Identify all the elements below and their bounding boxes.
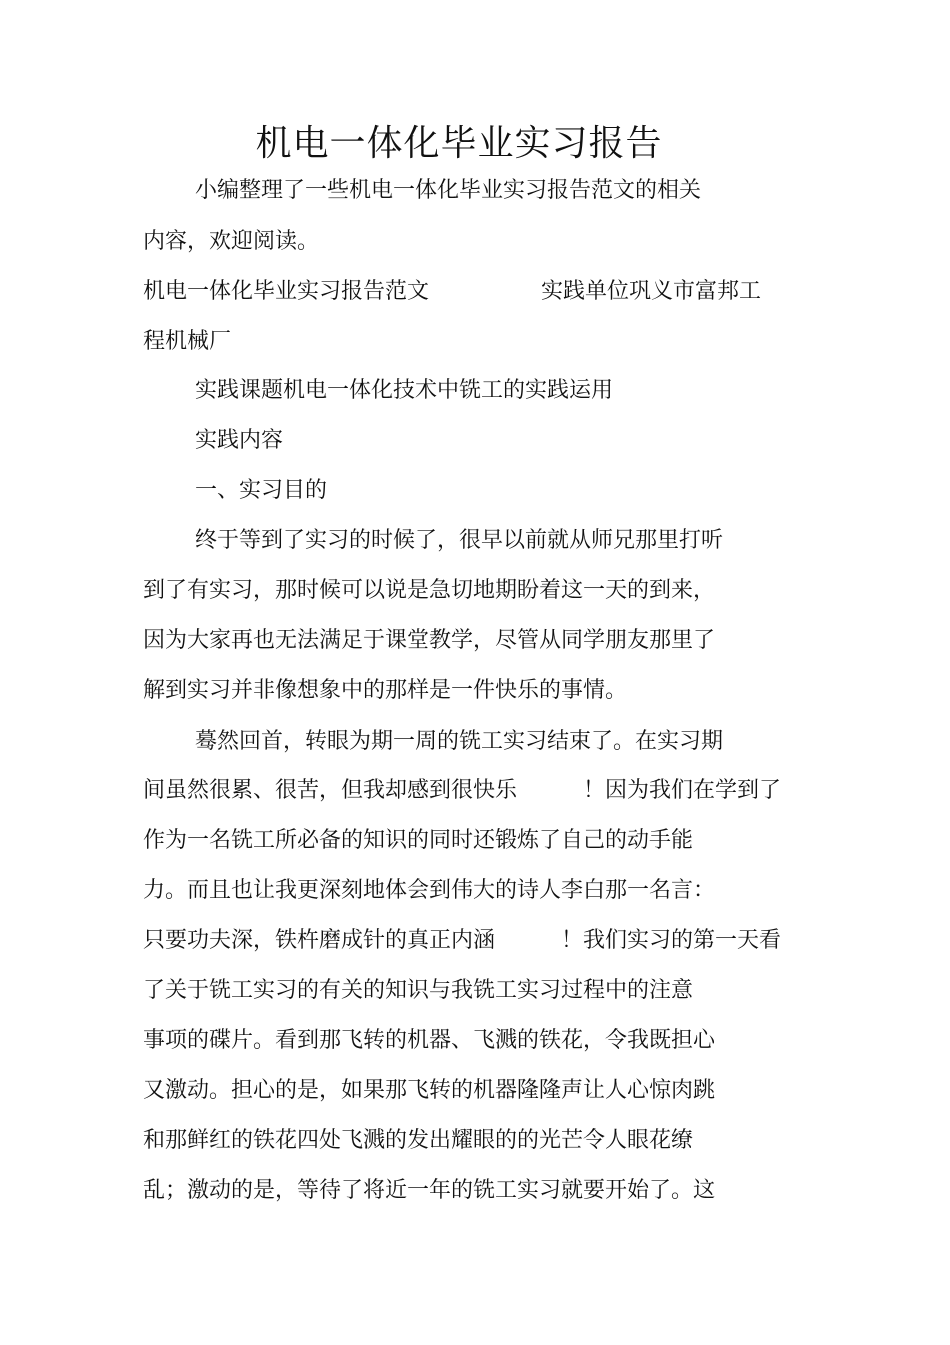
- paragraph-line: 作为一名铣工所必备的知识的同时还锻炼了自己的动手能: [143, 828, 694, 853]
- paragraph-line: 蓦然回首，转眼为期一周的铣工实习结束了。在实习期: [195, 729, 724, 754]
- paragraph-line: 实践课题机电一体化技术中铣工的实践运用: [195, 378, 614, 403]
- document-title: 机电一体化毕业实习报告: [255, 123, 663, 164]
- paragraph-line: 到了有实习，那时候可以说是急切地期盼着这一天的到来，: [143, 578, 716, 603]
- paragraph-line: 和那鲜红的铁花四处飞溅的发出耀眼的的光芒令人眼花缭: [143, 1128, 694, 1153]
- paragraph-line: ！因为我们在学到了: [583, 778, 782, 803]
- paragraph-line: 内容，欢迎阅读。: [143, 229, 320, 254]
- paragraph-line: 乱；激动的是，等待了将近一年的铣工实习就要开始了。这: [143, 1178, 716, 1203]
- paragraph-line: 实践内容: [195, 428, 284, 453]
- paragraph-line: 又激动。担心的是，如果那飞转的机器隆隆声让人心惊肉跳: [143, 1078, 716, 1103]
- paragraph-line: 终于等到了实习的时候了，很早以前就从师兄那里打听: [195, 528, 724, 553]
- paragraph-line: 机电一体化毕业实习报告范文: [143, 279, 430, 304]
- section-heading: 一、实习目的: [195, 478, 328, 503]
- paragraph-line: 程机械厂: [143, 329, 232, 354]
- paragraph-line: 因为大家再也无法满足于课堂教学，尽管从同学朋友那里了: [143, 628, 716, 653]
- paragraph-line: 了关于铣工实习的有关的知识与我铣工实习过程中的注意: [143, 978, 694, 1003]
- paragraph-line: 实践单位巩义市富邦工: [541, 279, 762, 304]
- paragraph-line: 间虽然很累、很苦，但我却感到很快乐: [143, 778, 518, 803]
- paragraph-line: 只要功夫深，铁杵磨成针的真正内涵: [143, 928, 496, 953]
- paragraph-line: 事项的碟片。看到那飞转的机器、飞溅的铁花，令我既担心: [143, 1028, 716, 1053]
- paragraph-line: 力。而且也让我更深刻地体会到伟大的诗人李白那一名言：: [143, 878, 716, 903]
- paragraph-line: 小编整理了一些机电一体化毕业实习报告范文的相关: [195, 178, 702, 203]
- paragraph-line: ！我们实习的第一天看: [561, 928, 782, 953]
- paragraph-line: 解到实习并非像想象中的那样是一件快乐的事情。: [143, 678, 628, 703]
